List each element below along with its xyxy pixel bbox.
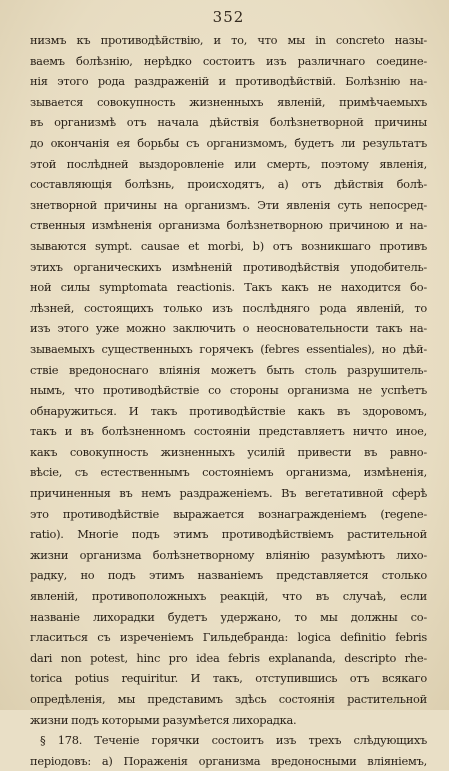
text-line: радку, но подъ этимъ названіемъ представляется столько [30, 568, 427, 583]
text-line: обнаружиться. И такъ противодѣйствіе какъ въ здоровомъ, [30, 403, 427, 418]
text-line: какъ совокупность жизненныхъ усилій привести въ равно- [30, 444, 427, 459]
text-line: въ организмѣ отъ начала дѣйствія болѣзнетворной причины [30, 115, 427, 130]
text-line: до окончанія ея борьбы съ организмомъ, будетъ ли результатъ [30, 135, 427, 150]
text-line: dari non potest, hinc pro idea febris explananda, descripto rhe- [30, 650, 427, 665]
text-line: лѣзней, состоящихъ только изъ послѣдняго рода явленій, то [30, 300, 427, 315]
text-line: ствіе вредоноснаго вліянія можетъ быть столь разрушитель- [30, 362, 427, 377]
text-line: знетворной причины на организмъ. Эти явленія суть непосред- [30, 197, 427, 212]
text-line: жизни подъ которыми разумѣется лихорадка. [30, 712, 297, 727]
text-line: такъ и въ болѣзненномъ состояніи представляетъ ничто иное, [30, 424, 427, 439]
text-line: вѣсіе, съ естественнымъ состояніемъ организма, измѣненія, [30, 465, 427, 480]
text-line: зываемыхъ существенныхъ горячекъ (febres essentiales), но дѣй- [30, 341, 427, 356]
text-line: torica potius requiritur. И такъ, отступившись отъ всякаго [30, 671, 427, 686]
text-line: это противодѣйствіе выражается вознагражденіемъ (regene- [30, 506, 427, 521]
text-line: названіе лихорадки будетъ удержано, то мы должны со- [30, 609, 427, 624]
text-line: ratio). Многіе подъ этимъ противодѣйствіемъ растительной [30, 527, 427, 542]
text-line: гласиться съ изреченіемъ Гильдебранда: logica definitio febris [30, 630, 427, 645]
text-line: опредѣленія, мы представимъ здѣсь состоянія растительной [30, 692, 427, 706]
section-heading-line: § 178. Теченіе горячки состоитъ изъ трехъ слѣдующихъ [40, 733, 427, 748]
text-line: низмъ къ противодѣйствію, и то, что мы in concreto назы- [30, 33, 427, 47]
text-line: жизни организма болѣзнетворному вліянію разумѣютъ лихо- [30, 547, 427, 562]
text-line: нымъ, что противодѣйствіе со стороны организма не успѣетъ [30, 383, 427, 398]
text-line: зываются sympt. causae et morbi, b) отъ возникшаго противъ [30, 238, 427, 253]
text-line: нія этого рода раздраженій и противодѣйствій. Болѣзнію на- [30, 74, 427, 89]
text-line: ной силы symptomata reactionis. Такъ какъ не находится бо- [30, 280, 427, 295]
text-line: періодовъ: а) Пораженія организма вредоносными вліяніемъ, [30, 753, 427, 768]
page-number: 352 [212, 8, 245, 26]
text-line: явленій, противоположныхъ реакцій, что въ случаѣ, если [30, 589, 427, 604]
text-line: этой послѣдней выздоровленіе или смерть, поэтому явленія, [30, 156, 427, 171]
text-line: причиненныя въ немъ раздраженіемъ. Въ вегетативной сферѣ [30, 486, 427, 501]
text-line: зывается совокупность жизненныхъ явленій, примѣчаемыхъ [30, 94, 427, 109]
text-line: ственныя измѣненія организма болѣзнетворною причиною и на- [30, 218, 427, 233]
text-line: изъ этого уже можно заключить о неосновательности такъ на- [30, 321, 427, 336]
text-line: этихъ органическихъ измѣненій противодѣйствія уподобитель- [30, 259, 427, 274]
body-text [30, 30, 427, 771]
text-line: ваемъ болѣзнію, нерѣдко состоитъ изъ различнаго соедине- [30, 53, 427, 68]
text-line: составляющія болѣзнь, происходятъ, а) отъ дѣйствія болѣ- [30, 177, 427, 192]
